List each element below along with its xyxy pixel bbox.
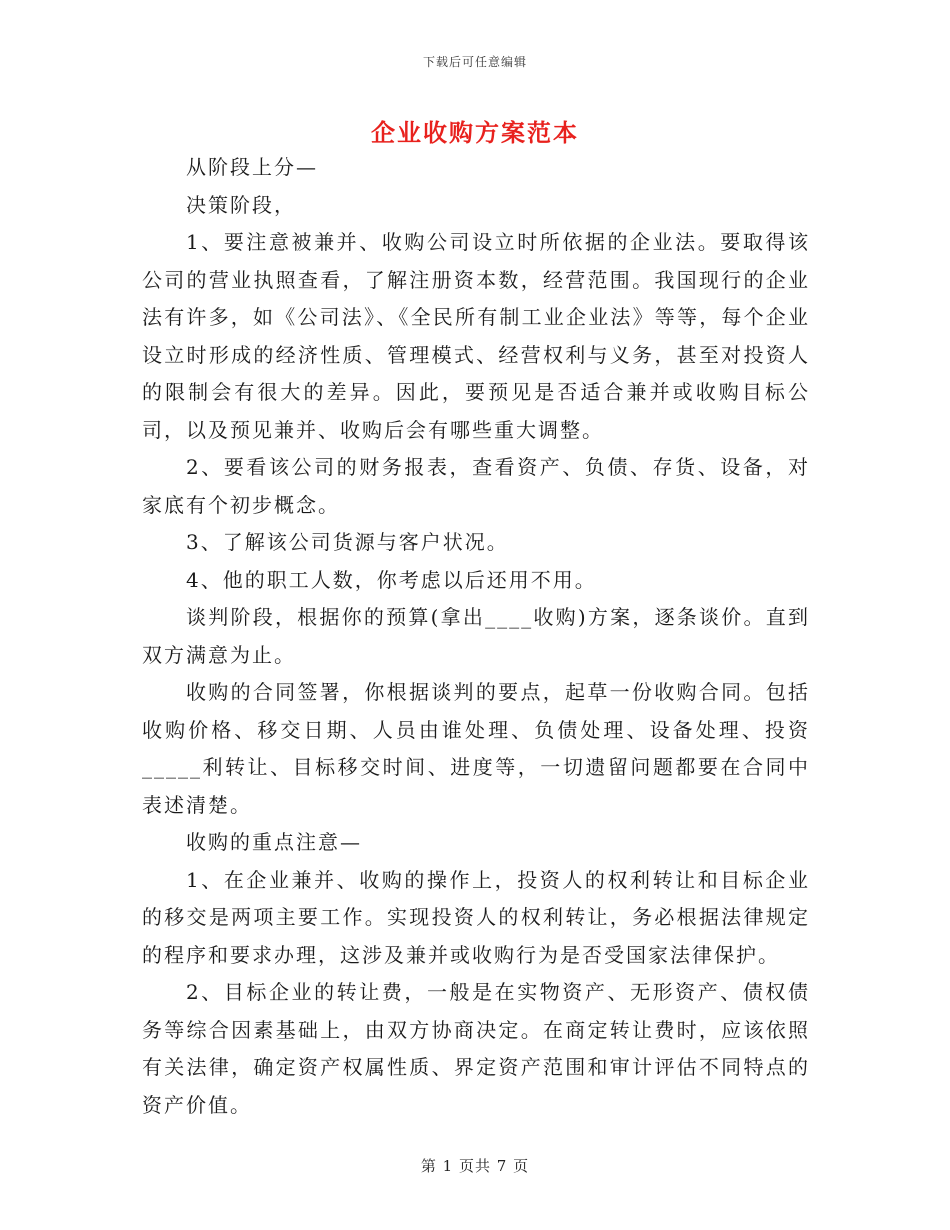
page-header-note: 下载后可任意编辑 <box>422 55 527 69</box>
paragraph-decision-item-3: 3、了解该公司货源与客户状况。 <box>186 530 509 554</box>
paragraph-contract-signing: 收购的合同签署，你根据谈判的要点，起草一份收购合同。包括收购价格、移交日期、人员由谁处理、负债处理、设备处理、投资_____利转让、目标移交时间、进度等，一切遗留问题都要在合同中表述清楚。 <box>142 680 810 817</box>
document-body <box>142 149 810 1124</box>
paragraph-key-notes-heading: 收购的重点注意— <box>186 830 362 854</box>
paragraph-key-note-1: 1、在企业兼并、收购的操作上，投资人的权利转让和目标企业的移交是两项主要工作。实现投资人的权利转让，务必根据法律规定的程序和要求办理，这涉及兼并或收购行为是否受国家法律保护。 <box>142 867 810 967</box>
page-number-footer: 第 1 页共 7 页 <box>420 1157 530 1175</box>
paragraph-decision-item-1: 1、要注意被兼并、收购公司设立时所依据的企业法。要取得该公司的营业执照查看，了解注册资本数，经营范围。我国现行的企业法有许多，如《公司法》、《全民所有制工业企业法》等等，每个企业设立时形成的经济性质、管理模式、经营权利与义务，甚至对投资人的限制会有很大的差异。因此，要预见是否适合兼并或收购目标公司，以及预见兼并、收购后会有哪些重大调整。 <box>142 230 810 442</box>
paragraph-decision-stage: 决策阶段， <box>186 192 296 217</box>
paragraph-key-note-2: 2、目标企业的转让费，一般是在实物资产、无形资产、债权债务等综合因素基础上，由双方协商决定。在商定转让费时，应该依照有关法律，确定资产权属性质、界定资产范围和审计评估不同特点的资产价值。 <box>142 980 810 1117</box>
paragraph-decision-item-4: 4、他的职工人数，你考虑以后还用不用。 <box>186 567 597 592</box>
document-title: 企业收购方案范本 <box>371 118 579 147</box>
paragraph-negotiation-stage: 谈判阶段，根据你的预算(拿出____收购)方案，逐条谈价。直到双方满意为止。 <box>142 605 810 667</box>
paragraph-stage-intro: 从阶段上分— <box>186 155 318 179</box>
paragraph-decision-item-2: 2、要看该公司的财务报表，查看资产、负债、存货、设备，对家底有个初步概念。 <box>142 455 810 517</box>
